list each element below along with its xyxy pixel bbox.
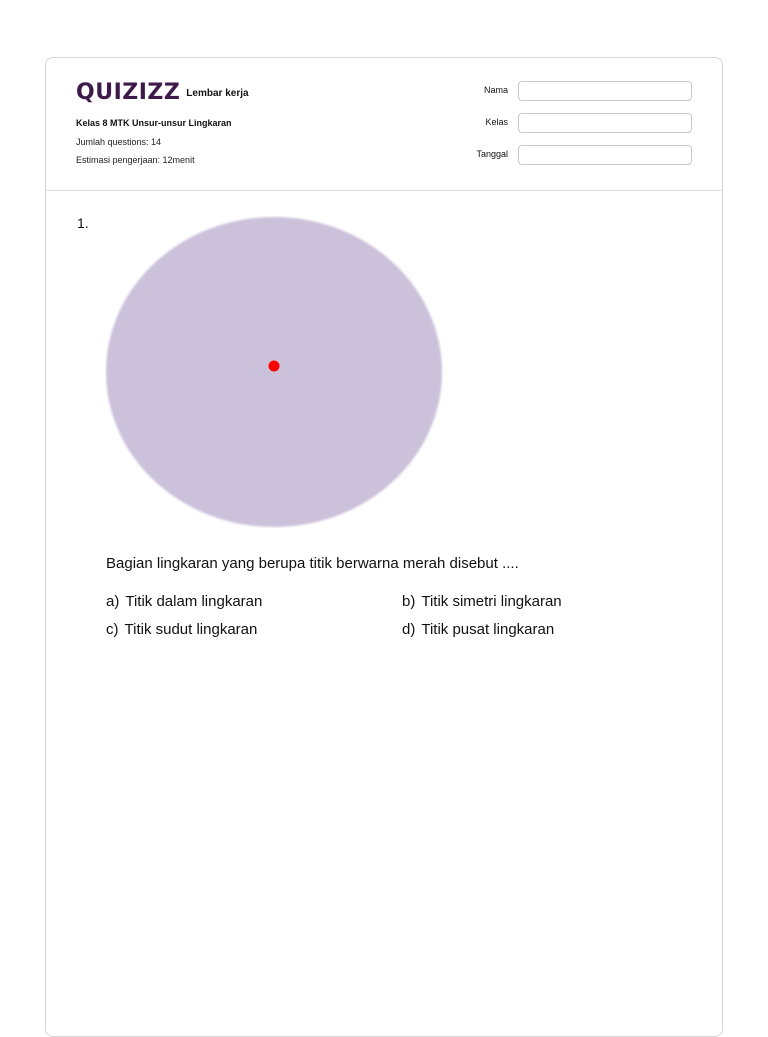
- question-text: Bagian lingkaran yang berupa titik berwarna merah disebut ....: [106, 555, 519, 572]
- option-d-text: Titik pusat lingkaran: [421, 621, 555, 638]
- option-a-letter: a): [106, 593, 120, 610]
- date-field[interactable]: [518, 145, 692, 165]
- circle-figure: [105, 216, 443, 528]
- question-count: Jumlah questions: 14: [76, 137, 162, 147]
- sheet-type-label: Lembar kerja: [186, 87, 249, 99]
- option-b[interactable]: [402, 593, 562, 610]
- option-b-letter: b): [402, 593, 416, 610]
- option-b-text: Titik simetri lingkaran: [421, 593, 562, 610]
- name-label: Nama: [483, 85, 508, 95]
- option-a[interactable]: [106, 593, 262, 610]
- option-c-text: Titik sudut lingkaran: [124, 621, 258, 638]
- option-d-letter: d): [402, 621, 416, 638]
- worksheet: [45, 57, 723, 1037]
- option-a-text: Titik dalam lingkaran: [125, 593, 263, 610]
- red-center-point: [269, 361, 280, 372]
- option-c-letter: c): [106, 621, 119, 638]
- option-d[interactable]: [402, 621, 554, 638]
- class-field[interactable]: [518, 113, 692, 133]
- brand-row: [76, 80, 249, 106]
- date-label: Tanggal: [476, 149, 508, 159]
- worksheet-header: [46, 58, 722, 191]
- question-number: 1.: [77, 215, 89, 231]
- name-field[interactable]: [518, 81, 692, 101]
- class-label: Kelas: [485, 117, 508, 127]
- estimated-time: Estimasi pengerjaan: 12menit: [76, 155, 195, 165]
- quizizz-logo: QUIZIZZ: [76, 80, 181, 105]
- class-title: Kelas 8 MTK Unsur-unsur Lingkaran: [76, 118, 232, 128]
- circle-shape: [106, 217, 442, 527]
- option-c[interactable]: [106, 621, 257, 638]
